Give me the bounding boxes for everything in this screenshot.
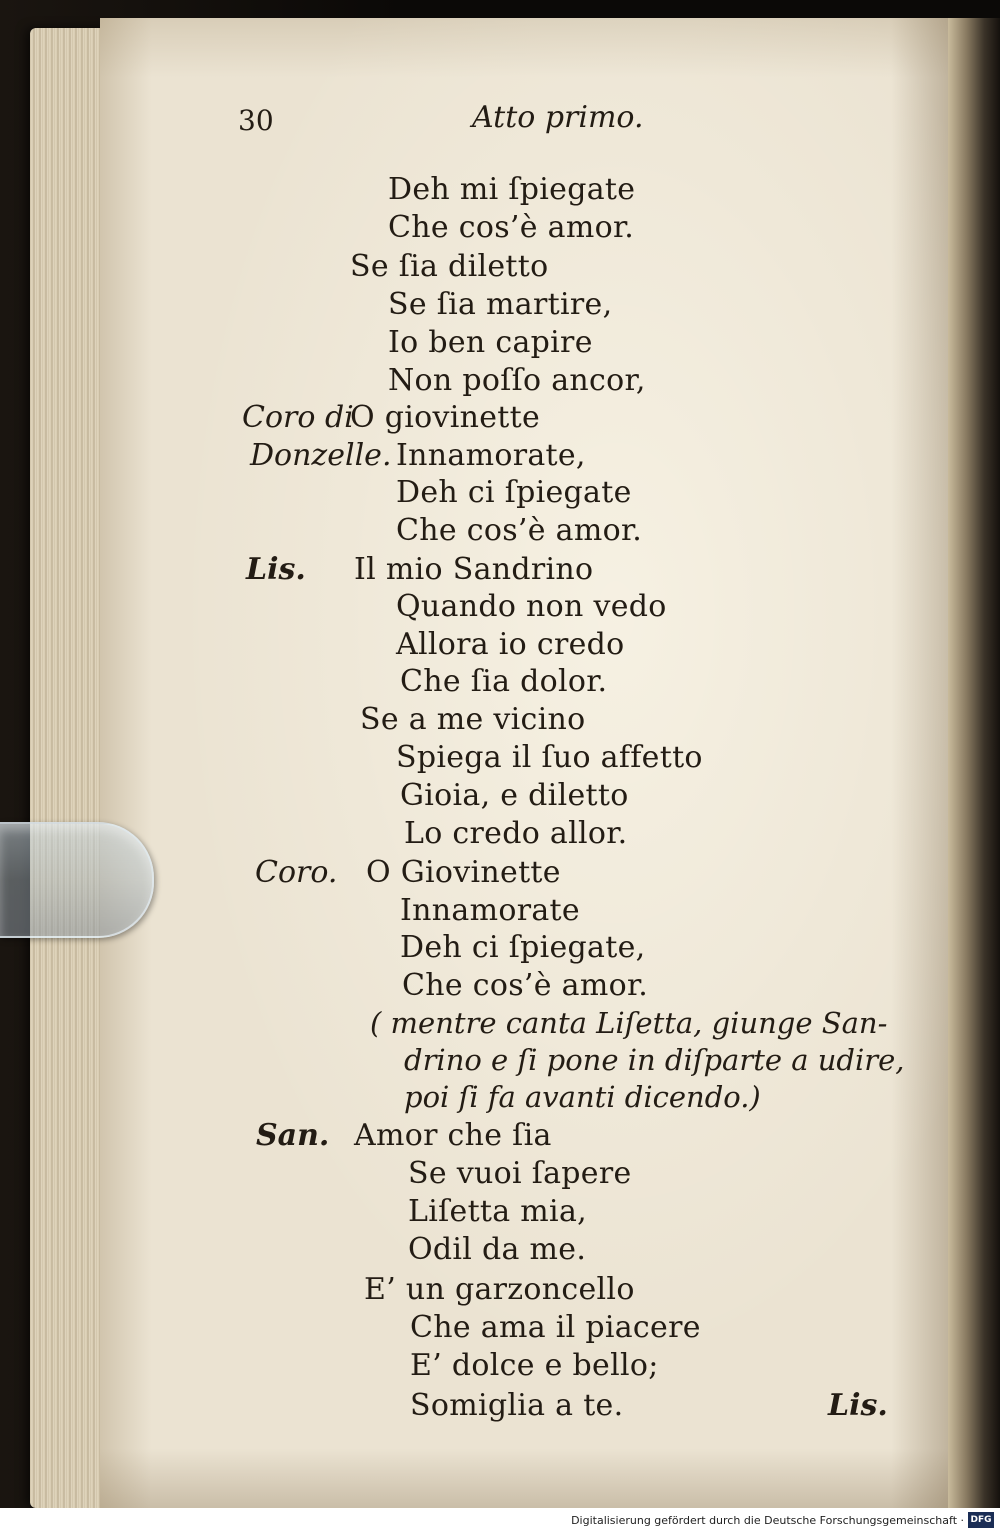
stage-direction-line: ( mentre canta Liſetta, giunge San- [370,1006,888,1040]
verse-line: Il mio Sandrino [354,552,594,587]
verse-line: Se ſia martire, [388,287,613,322]
speaker-donzelle: Donzelle. [250,438,392,473]
verse-line: Allora io credo [396,627,625,662]
verse-line: Lo credo allor. [404,816,628,851]
book-gutter [948,18,1000,1508]
speaker-coro-di: Coro di [242,400,354,435]
verse-line: Se vuoi ſapere [408,1156,632,1191]
verse-line: O Giovinette [366,855,561,890]
page-number: 30 [238,104,274,137]
stage-direction-line: drino e ſi pone in diſparte a udire, [404,1043,905,1077]
verse-line: Che ama il piacere [410,1310,701,1345]
catchword: Lis. [828,1388,888,1423]
stage-direction-line: poi ſi fa avanti dicendo.) [404,1080,761,1114]
speaker-coro: Coro. [255,855,338,890]
dfg-logo-icon: DFG [968,1512,994,1528]
speaker-san: San. [256,1118,330,1153]
verse-line: Che cos’è amor. [388,210,635,245]
verse-line: Non poſſo ancor, [388,363,646,398]
verse-line: Che cos’è amor. [396,513,643,548]
footer-credit: Digitalisierung gefördert durch die Deutsche Forschungsgemeinschaft · [571,1514,964,1527]
verse-line: Deh mi ſpiegate [388,172,636,207]
verse-line: Amor che ſia [354,1118,552,1153]
verse-line: Deh ci ſpiegate, [400,930,646,965]
verse-line: Che ſia dolor. [400,664,608,699]
verse-line: Spiega il ſuo affetto [396,740,703,775]
speaker-lis: Lis. [246,552,306,587]
verse-line: Somiglia a te. [410,1388,624,1423]
verse-line: Che cos’è amor. [402,968,649,1003]
page-clip [0,822,154,938]
verse-line: E’ un garzoncello [364,1272,635,1307]
verse-line: Odil da me. [408,1232,587,1267]
verse-line: Innamorate [400,893,580,928]
verse-line: Gioia, e diletto [400,778,629,813]
verse-line: Innamorate, [396,438,586,473]
verse-line: Liſetta mia, [408,1194,587,1229]
verse-line: Quando non vedo [396,589,667,624]
running-title: Atto primo. [472,100,644,135]
verse-line: Deh ci ſpiegate [396,475,632,510]
verse-line: Se ſia diletto [350,249,549,284]
verse-line: Se a me vicino [360,702,586,737]
verse-line: E’ dolce e bello; [410,1348,659,1383]
verse-line: O giovinette [350,400,541,435]
verse-line: Io ben capire [388,325,593,360]
